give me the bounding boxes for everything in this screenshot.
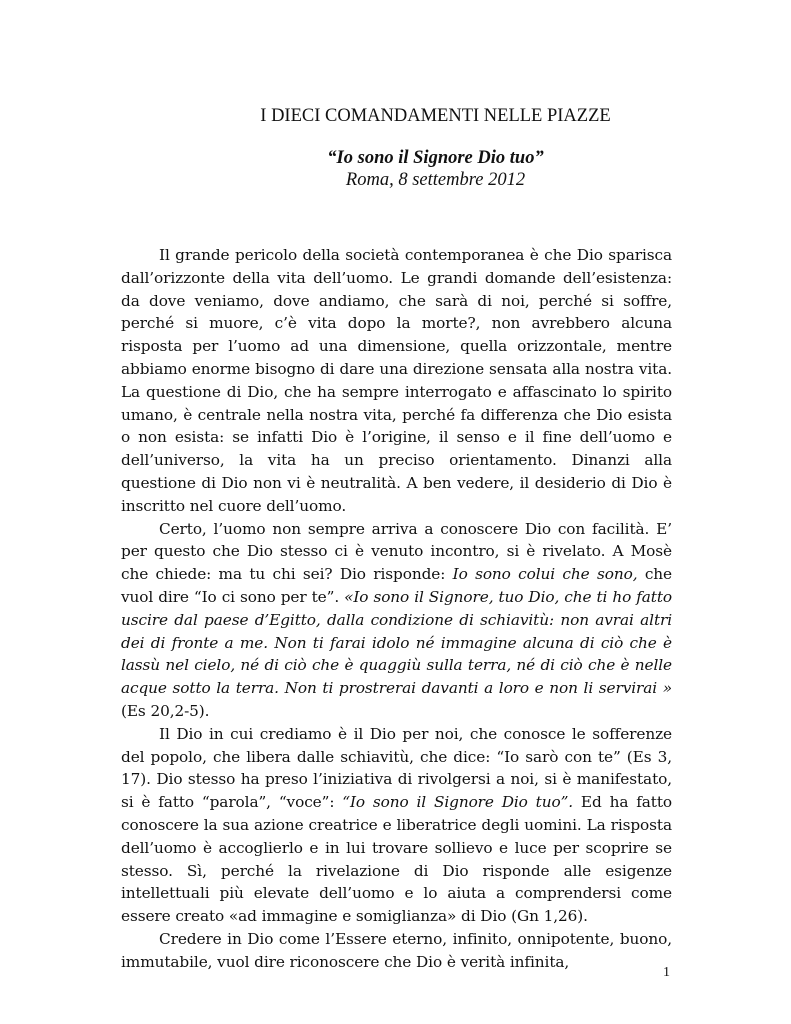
paragraph-text: Credere in Dio come l’Essere eterno, infinito, onnipotente, buono, immutabile, vuol dire riconoscere che Dio è verità infinita, [121,929,672,971]
paragraph [121,244,672,518]
paragraph [121,928,672,974]
paragraph-text: Certo, l’uomo non sempre arriva a conoscere Dio con facilità. E’ per questo che Dio stesso ci è venuto incontro, si è rivelato. A Mosè che chiede: ma tu chi sei? Dio risponde: [121,519,672,584]
paragraph-text: che vuol dire “Io ci sono per te”. [121,565,672,606]
page-number: 1 [663,965,670,980]
document-heading: I DIECI COMANDAMENTI NELLE PIAZZE [260,106,611,126]
document-date: Roma, 8 settembre 2012 [345,170,526,190]
citation: (Es 20,2-5). [121,701,210,720]
paragraph-text: Il Dio in cui crediamo è il Dio per noi, che conosce le sofferenze del popolo, che libera dalle schiavitù, che dice: “Io sarò con te” (Es 3, 17). Dio stesso ha preso l’iniziativa di rivolgersi a noi, si è manifestato, si è fatto “parola”, “voce”: [121,724,672,812]
body-text [121,244,672,974]
quotation: Io sono colui che sono, [452,565,638,584]
document-subtitle: “Io sono il Signore Dio tuo” [327,148,544,168]
paragraph [121,518,672,723]
paragraph-text: Il grande pericolo della società contemporanea è che Dio sparisca dall’orizzonte della vita dell’uomo. Le grandi domande dell’esistenza: da dove veniamo, dove andiamo, che sarà di noi, perché si soffre, perché si muore, c’è vita dopo la morte?, non avrebbero alcuna risposta per l’uomo ad una dimensione, quella orizzontale, mentre abbiamo enorme bisogno di dare una direzione sensata alla nostra vita. La questione di Dio, che ha sempre interrogato e affascinato lo spirito umano, è centrale nella nostra vita, perché fa differenza che Dio esista o non esista: se infatti Dio è l’origine, il senso e il fine dell’uomo e dell’universo, la vita ha un preciso orientamento. Dinanzi alla questione di Dio non vi è neutralità. A ben vedere, il desiderio di Dio è inscritto nel cuore dell’uomo. [121,246,672,515]
scripture-quotation: «Io sono il Signore, tuo Dio, che ti ho fatto uscire dal paese d’Egitto, dalla condizione di schiavitù: non avrai altri dei di fronte a me. Non ti farai idolo né immagine alcuna di ciò che è lassù nel cielo, né di ciò che è quaggiù sulla terra, né di ciò che è nelle acque sotto la terra. Non ti prostrerai davanti a loro e non li servirai » [121,587,672,698]
quotation: “Io sono il Signore Dio tuo”. [342,793,574,812]
paragraph-text: Ed ha fatto conoscere la sua azione creatrice e liberatrice degli uomini. La risposta dell’uomo è accoglierlo e in lui trovare sollievo e luce per scoprire se stesso. Sì, perché la rivelazione di Dio risponde alle esigenze intellettuali più elevate dell’uomo e lo aiuta a comprendersi come essere creato «ad immagine e somiglianza» di Dio (Gn 1,26). [121,793,672,926]
paragraph [121,723,672,928]
